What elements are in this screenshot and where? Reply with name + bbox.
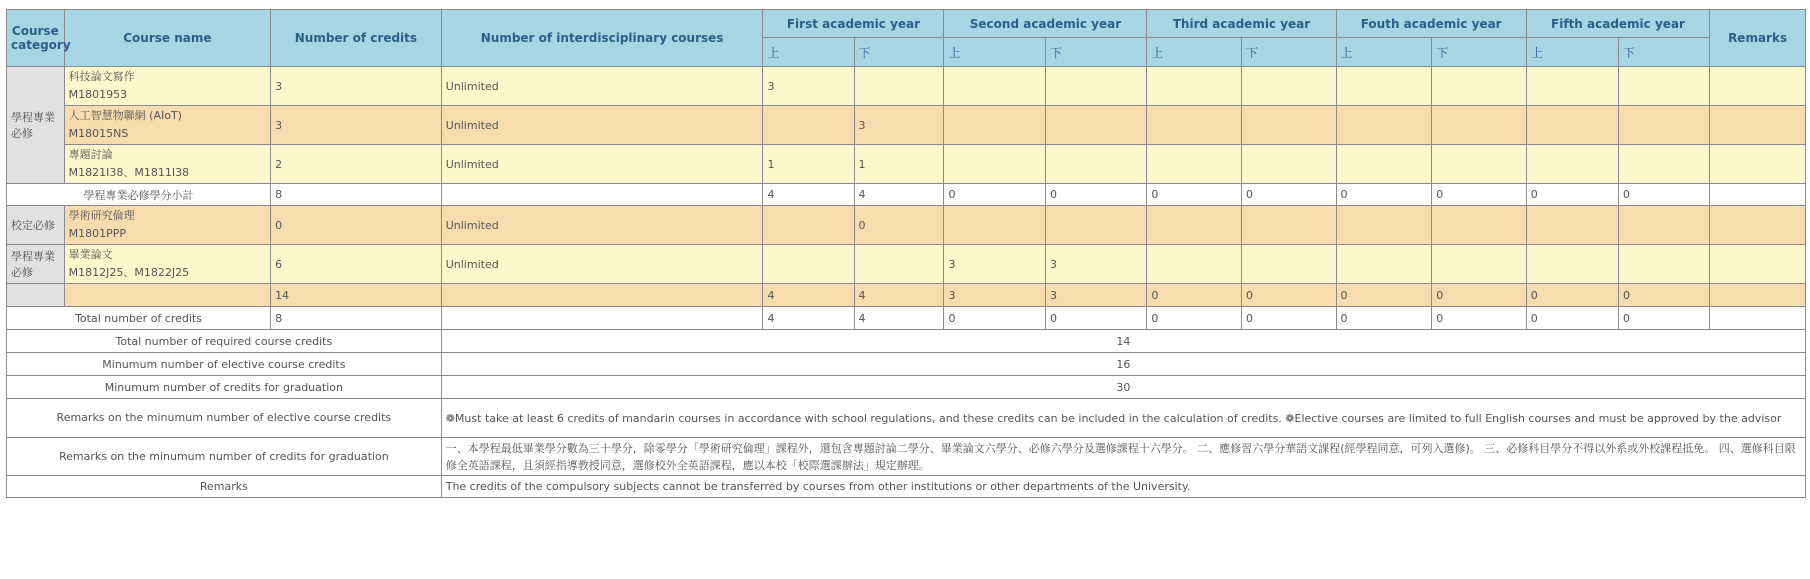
semester-cell: 4 <box>763 184 854 206</box>
semester-cell <box>1336 245 1432 284</box>
table-row <box>7 284 1806 307</box>
semester-cell <box>1147 67 1242 106</box>
semester-cell <box>1336 206 1432 245</box>
semester-cell: 0 <box>1336 284 1432 307</box>
table-row <box>7 106 1806 145</box>
course-name: 畢業論文 <box>68 248 113 261</box>
table-row <box>7 145 1806 184</box>
total-label: Total number of credits <box>7 307 271 330</box>
header-semester-lower: 下 <box>1241 38 1336 67</box>
semester-cell <box>944 206 1045 245</box>
interdisciplinary-cell <box>441 184 763 206</box>
credits-cell: 8 <box>271 184 442 206</box>
semester-cell: 0 <box>944 184 1045 206</box>
remarks-cell <box>1710 307 1806 330</box>
course-name-cell <box>64 106 270 145</box>
remarks-cell <box>1710 245 1806 284</box>
graduation-credits-label: Minumum number of credits for graduation <box>7 376 442 399</box>
semester-cell <box>1526 106 1618 145</box>
header-semester-upper: 上 <box>763 38 854 67</box>
header-interdisciplinary: Number of interdisciplinary courses <box>441 10 763 67</box>
semester-cell: 4 <box>763 307 854 330</box>
elective-remark-label: Remarks on the minumum number of elective course credits <box>7 399 442 438</box>
course-name: 科技論文寫作 <box>68 70 135 83</box>
semester-cell: 3 <box>1045 245 1146 284</box>
header-semester-lower: 下 <box>1432 38 1527 67</box>
credits-cell: 0 <box>271 206 442 245</box>
header-semester-lower: 下 <box>1619 38 1710 67</box>
course-category <box>7 284 65 307</box>
remarks-cell <box>1710 67 1806 106</box>
course-name: 人工智慧物聯網 (AIoT) <box>68 109 182 122</box>
semester-cell <box>763 206 854 245</box>
semester-cell <box>854 67 944 106</box>
semester-cell <box>1619 67 1710 106</box>
remarks-cell <box>1710 206 1806 245</box>
total-row <box>7 307 1806 330</box>
semester-cell: 4 <box>854 184 944 206</box>
course-name: 學術研究倫理 <box>68 209 135 222</box>
semester-cell: 0 <box>1045 184 1146 206</box>
semester-cell <box>1432 67 1527 106</box>
semester-cell: 4 <box>854 307 944 330</box>
summary-row <box>7 330 1806 353</box>
header-year-1: First academic year <box>763 10 944 38</box>
subtotal-row <box>7 184 1806 206</box>
credits-cell: 3 <box>271 106 442 145</box>
course-code: M1801953 <box>68 88 128 101</box>
semester-cell: 4 <box>763 284 854 307</box>
credits-cell: 6 <box>271 245 442 284</box>
credits-cell: 3 <box>271 67 442 106</box>
summary-row <box>7 399 1806 438</box>
semester-cell <box>1045 106 1146 145</box>
course-code: M18015NS <box>68 127 129 140</box>
table-row <box>7 67 1806 106</box>
elective-credits-label: Minumum number of elective course credits <box>7 353 442 376</box>
graduation-remark-text: 一、本學程最低畢業學分數為三十學分，除零學分「學術研究倫理」課程外，還包含專題討論二學分、畢業論文六學分、必修六學分及選修課程十六學分。 二、應修習六學分華語文課程(經學程同意，可列入選修)。 三、必修科目學分不得以外系或外校課程抵免。 四、選修科目限修全英語課程，且須經指導教授同意，選修校外全英語課程，應以本校「校際選課辦法」規定辦理。 <box>441 438 1805 476</box>
course-category: 學程專業必修 <box>7 245 65 284</box>
credits-cell: 8 <box>271 307 442 330</box>
remarks-text: The credits of the compulsory subjects cannot be transferred by courses from other institutions or other departments of the University. <box>441 476 1805 498</box>
required-credits-label: Total number of required course credits <box>7 330 442 353</box>
semester-cell: 3 <box>944 245 1045 284</box>
course-code: M1801PPP <box>68 227 127 240</box>
course-name-cell <box>64 145 270 184</box>
interdisciplinary-cell: Unlimited <box>441 145 763 184</box>
interdisciplinary-cell: Unlimited <box>441 206 763 245</box>
remarks-cell <box>1710 284 1806 307</box>
header-year-4: Fouth academic year <box>1336 10 1526 38</box>
curriculum-table <box>6 9 1806 498</box>
table-row <box>7 245 1806 284</box>
header-semester-upper: 上 <box>1147 38 1242 67</box>
summary-row <box>7 438 1806 476</box>
semester-cell <box>1241 245 1336 284</box>
semester-cell <box>1432 245 1527 284</box>
interdisciplinary-cell: Unlimited <box>441 67 763 106</box>
semester-cell <box>1045 145 1146 184</box>
semester-cell <box>1619 206 1710 245</box>
semester-cell: 0 <box>1526 307 1618 330</box>
semester-cell <box>1619 106 1710 145</box>
subtotal-label: 學程專業必修學分小計 <box>7 184 271 206</box>
course-name-cell <box>64 245 270 284</box>
semester-cell: 0 <box>1619 184 1710 206</box>
semester-cell <box>1526 206 1618 245</box>
semester-cell: 0 <box>1241 307 1336 330</box>
semester-cell <box>1526 67 1618 106</box>
header-year-5: Fifth academic year <box>1526 10 1709 38</box>
semester-cell <box>1336 145 1432 184</box>
summary-row <box>7 376 1806 399</box>
semester-cell <box>1526 245 1618 284</box>
semester-cell: 0 <box>1336 307 1432 330</box>
semester-cell: 3 <box>854 106 944 145</box>
semester-cell <box>854 245 944 284</box>
semester-cell <box>1147 145 1242 184</box>
remarks-cell <box>1710 145 1806 184</box>
semester-cell <box>1045 206 1146 245</box>
course-name-cell <box>64 206 270 245</box>
semester-cell <box>944 67 1045 106</box>
header-semester-upper: 上 <box>1526 38 1618 67</box>
semester-cell: 0 <box>1045 307 1146 330</box>
semester-cell <box>1241 106 1336 145</box>
semester-cell <box>763 245 854 284</box>
semester-cell <box>763 106 854 145</box>
table-row <box>7 206 1806 245</box>
semester-cell <box>1045 67 1146 106</box>
header-semester-lower: 下 <box>1045 38 1146 67</box>
remarks-cell <box>1710 184 1806 206</box>
remarks-label: Remarks <box>7 476 442 498</box>
semester-cell <box>1241 67 1336 106</box>
semester-cell <box>1619 145 1710 184</box>
semester-cell: 0 <box>1619 307 1710 330</box>
course-category: 學程專業必修 <box>7 67 65 184</box>
course-name-cell <box>64 67 270 106</box>
semester-cell <box>1147 206 1242 245</box>
semester-cell: 0 <box>1619 284 1710 307</box>
header-course-name: Course name <box>64 10 270 67</box>
semester-cell <box>1619 245 1710 284</box>
course-name: 專題討論 <box>68 148 113 161</box>
header-remarks: Remarks <box>1710 10 1806 67</box>
semester-cell: 0 <box>1147 307 1242 330</box>
course-code: M1812J25、M1822J25 <box>68 266 190 279</box>
header-semester-upper: 上 <box>944 38 1045 67</box>
semester-cell <box>1432 106 1527 145</box>
semester-cell <box>1147 245 1242 284</box>
summary-row <box>7 353 1806 376</box>
semester-cell: 0 <box>1526 184 1618 206</box>
elective-credits-value: 16 <box>441 353 1805 376</box>
semester-cell <box>1432 206 1527 245</box>
header-course-category: Course category <box>7 10 65 67</box>
semester-cell: 1 <box>854 145 944 184</box>
semester-cell: 0 <box>1432 284 1527 307</box>
graduation-remark-label: Remarks on the minumum number of credits for graduation <box>7 438 442 476</box>
header-semester-upper: 上 <box>1336 38 1432 67</box>
credits-cell: 14 <box>271 284 442 307</box>
interdisciplinary-cell: Unlimited <box>441 106 763 145</box>
course-code: M1821I38、M1811I38 <box>68 166 190 179</box>
graduation-credits-value: 30 <box>441 376 1805 399</box>
remarks-cell <box>1710 106 1806 145</box>
semester-cell: 0 <box>1241 284 1336 307</box>
course-name-cell <box>64 284 270 307</box>
interdisciplinary-cell <box>441 307 763 330</box>
semester-cell: 4 <box>854 284 944 307</box>
summary-row <box>7 476 1806 498</box>
semester-cell: 3 <box>1045 284 1146 307</box>
header-year-3: Third academic year <box>1147 10 1336 38</box>
elective-remark-text: ❁Must take at least 6 credits of mandarin courses in accordance with school regulations, and these credits can be included in the calculation of credits. ❁Elective courses are limited to full English courses and must be approved by the advisor <box>441 399 1805 438</box>
credits-cell: 2 <box>271 145 442 184</box>
semester-cell: 3 <box>763 67 854 106</box>
semester-cell: 1 <box>763 145 854 184</box>
semester-cell <box>1336 67 1432 106</box>
required-credits-value: 14 <box>441 330 1805 353</box>
semester-cell: 0 <box>1147 284 1242 307</box>
semester-cell: 0 <box>1241 184 1336 206</box>
semester-cell: 0 <box>1336 184 1432 206</box>
semester-cell <box>944 145 1045 184</box>
semester-cell: 0 <box>1526 284 1618 307</box>
semester-cell <box>1147 106 1242 145</box>
semester-cell: 0 <box>1432 184 1527 206</box>
semester-cell <box>1241 206 1336 245</box>
semester-cell: 0 <box>1432 307 1527 330</box>
header-semester-lower: 下 <box>854 38 944 67</box>
semester-cell: 3 <box>944 284 1045 307</box>
header-credits: Number of credits <box>271 10 442 67</box>
semester-cell <box>1241 145 1336 184</box>
semester-cell <box>1432 145 1527 184</box>
header-year-2: Second academic year <box>944 10 1147 38</box>
semester-cell <box>944 106 1045 145</box>
semester-cell <box>1336 106 1432 145</box>
semester-cell <box>1526 145 1618 184</box>
semester-cell: 0 <box>854 206 944 245</box>
semester-cell: 0 <box>944 307 1045 330</box>
interdisciplinary-cell: Unlimited <box>441 245 763 284</box>
course-category: 校定必修 <box>7 206 65 245</box>
interdisciplinary-cell <box>441 284 763 307</box>
semester-cell: 0 <box>1147 184 1242 206</box>
